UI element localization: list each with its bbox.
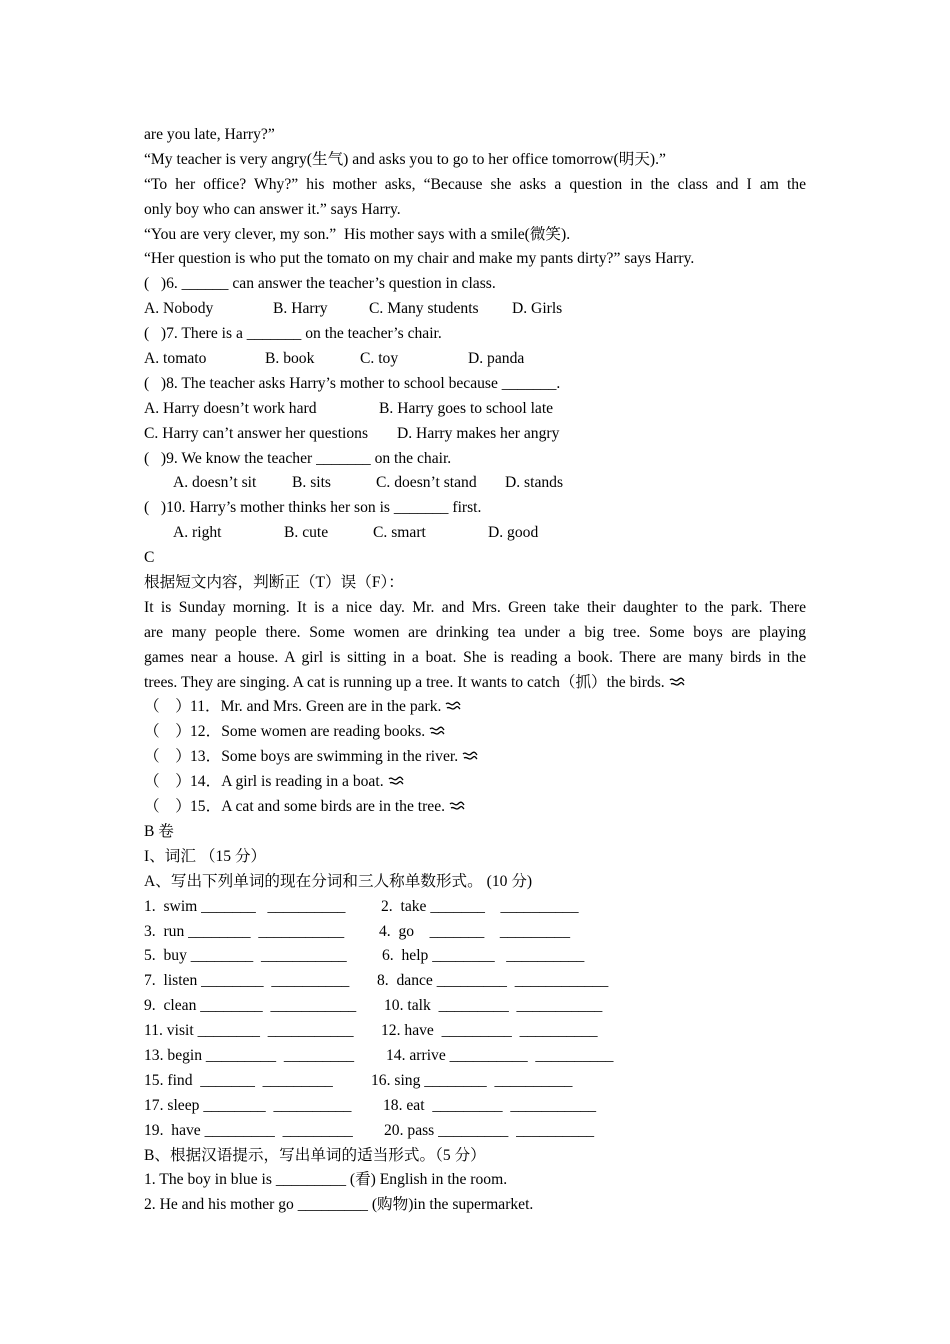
word-row (144, 1019, 806, 1044)
word-item: 7. listen ________ __________ (144, 972, 350, 990)
option-d: D. stands (505, 474, 564, 492)
option-b: B. cute (284, 524, 329, 542)
tf-item-text (190, 795, 465, 820)
document-page (144, 123, 806, 1218)
passage-line: “My teacher is very angry(生气) and asks you to go to her office tomorrow(明天).” (144, 150, 666, 168)
question-stem: ( )10. Harry’s mother thinks her son is _______ first. (144, 499, 482, 517)
passage-line: It is Sunday morning. It is a nice day. Mr. and Mrs. Green take their daughter to the park. There (144, 598, 806, 616)
tf-item (144, 770, 806, 795)
question-stem: ( )8. The teacher asks Harry’s mother to school because _______. (144, 374, 561, 392)
subsection-b-title: B、根据汉语提示，写出单词的适当形式。（5 分） (144, 1146, 486, 1164)
option-a: A. Nobody (144, 300, 214, 318)
word-item: 13. begin _________ _________ (144, 1046, 355, 1064)
word-item: 19. have _________ _________ (144, 1121, 353, 1139)
fill-item: 1. The boy in blue is _________ (看) English in the room. (144, 1171, 508, 1189)
option-d: D. Girls (512, 300, 563, 318)
word-item: 17. sleep ________ __________ (144, 1096, 352, 1114)
answer-paren: （ ） (144, 698, 191, 716)
passage-line: “To her office? Why?” his mother asks, “Because she asks a question in the class and I am the (144, 175, 806, 193)
tf-item (144, 795, 806, 820)
option-a: A. doesn’t sit (173, 474, 257, 492)
wavy-mark-icon (429, 725, 445, 737)
question-stem: ( )7. There is a _______ on the teacher’s chair. (144, 325, 442, 343)
vocab-section-title: I、词汇 （15 分） (144, 847, 267, 865)
word-row (144, 994, 806, 1019)
option-b: B. sits (292, 474, 331, 492)
word-item: 16. sing ________ __________ (371, 1071, 573, 1089)
passage-line: “Her question is who put the tomato on my chair and make my pants dirty?” says Harry. (144, 250, 695, 268)
question-options (144, 397, 806, 422)
option-d: D. good (488, 524, 539, 542)
passage-line: games near a house. A girl is sitting in a boat. She is reading a book. There are many birds in the (144, 648, 806, 666)
option-c: C. doesn’t stand (376, 474, 477, 492)
option-a: A. right (173, 524, 222, 542)
answer-paren: （ ） (144, 798, 191, 816)
passage-line: only boy who can answer it.” says Harry. (144, 200, 401, 218)
option-d: D. Harry makes her angry (397, 424, 560, 442)
section-label: C (144, 549, 155, 567)
word-item: 4. go _______ _________ (379, 922, 571, 940)
question-options (144, 422, 806, 447)
word-row (144, 969, 806, 994)
question-options (144, 521, 806, 546)
tf-item-label: 11．Mr. and Mrs. Green are in the park. (190, 698, 442, 716)
word-row (144, 1094, 806, 1119)
word-item: 10. talk _________ ___________ (384, 997, 603, 1015)
fill-item: 2. He and his mother go _________ (购物)in the supermarket. (144, 1196, 534, 1214)
wavy-mark-icon (388, 775, 404, 787)
option-b: B. Harry (273, 300, 328, 318)
word-row (144, 920, 806, 945)
passage-line: are many people there. Some women are drinking tea under a big tree. Some boys are playing (144, 623, 806, 641)
word-item: 5. buy ________ ___________ (144, 947, 347, 965)
word-item: 14. arrive __________ __________ (386, 1046, 614, 1064)
tf-item-label: 12．Some women are reading books. (190, 723, 426, 741)
answer-paren: （ ） (144, 773, 191, 791)
word-item: 11. visit ________ ___________ (144, 1022, 354, 1040)
word-item: 18. eat _________ ___________ (383, 1096, 597, 1114)
option-c: C. toy (360, 350, 399, 368)
word-item: 15. find _______ _________ (144, 1071, 333, 1089)
passage-line: “You are very clever, my son.” His mother says with a smile(微笑). (144, 225, 571, 243)
tf-item (144, 745, 806, 770)
subsection-a-title: A、写出下列单词的现在分词和三人称单数形式。 (10 分) (144, 872, 533, 890)
tf-item-text (190, 720, 445, 745)
option-b: B. book (265, 350, 315, 368)
passage-text: trees. They are singing. A cat is running up a tree. It wants to catch（抓）the birds. (144, 673, 665, 691)
question-options (144, 347, 806, 372)
tf-item-label: 15．A cat and some birds are in the tree. (190, 798, 446, 816)
wavy-mark-icon (449, 800, 465, 812)
option-b: B. Harry goes to school late (379, 399, 554, 417)
word-item: 9. clean ________ ___________ (144, 997, 357, 1015)
tf-item (144, 695, 806, 720)
wavy-mark-icon (462, 750, 478, 762)
tf-item-text (190, 770, 404, 795)
wavy-mark-icon (445, 700, 461, 712)
word-row (144, 895, 806, 920)
tf-item (144, 720, 806, 745)
word-item: 12. have _________ __________ (381, 1022, 598, 1040)
word-row (144, 1044, 806, 1069)
word-row (144, 1069, 806, 1094)
option-d: D. panda (468, 350, 525, 368)
word-item: 3. run ________ ___________ (144, 922, 345, 940)
tf-item-label: 13．Some boys are swimming in the river. (190, 748, 459, 766)
question-options (144, 471, 806, 496)
wavy-mark-icon (669, 676, 685, 688)
option-c: C. smart (373, 524, 426, 542)
section-instruction: 根据短文内容，判断正（T）误（F）： (144, 574, 404, 592)
word-item: 8. dance _________ ____________ (377, 972, 609, 990)
question-stem: ( )6. ______ can answer the teacher’s question in class. (144, 275, 496, 293)
word-row (144, 944, 806, 969)
answer-paren: （ ） (144, 748, 191, 766)
word-item: 20. pass _________ __________ (384, 1121, 595, 1139)
passage-line: are you late, Harry?” (144, 126, 275, 143)
answer-paren: （ ） (144, 723, 191, 741)
option-c: C. Harry can’t answer her questions (144, 424, 369, 442)
part-title: B 卷 (144, 822, 174, 840)
option-c: C. Many students (369, 300, 479, 318)
passage-line (144, 671, 806, 696)
question-options (144, 297, 806, 322)
word-item: 2. take _______ __________ (381, 897, 579, 915)
tf-item-label: 14．A girl is reading in a boat. (190, 773, 384, 791)
tf-item-text (190, 695, 461, 720)
question-stem: ( )9. We know the teacher _______ on the chair. (144, 449, 452, 467)
option-a: A. Harry doesn’t work hard (144, 399, 317, 417)
word-row (144, 1119, 806, 1144)
tf-item-text (190, 745, 478, 770)
word-item: 6. help ________ __________ (382, 947, 585, 965)
option-a: A. tomato (144, 350, 207, 368)
word-item: 1. swim _______ __________ (144, 897, 346, 915)
